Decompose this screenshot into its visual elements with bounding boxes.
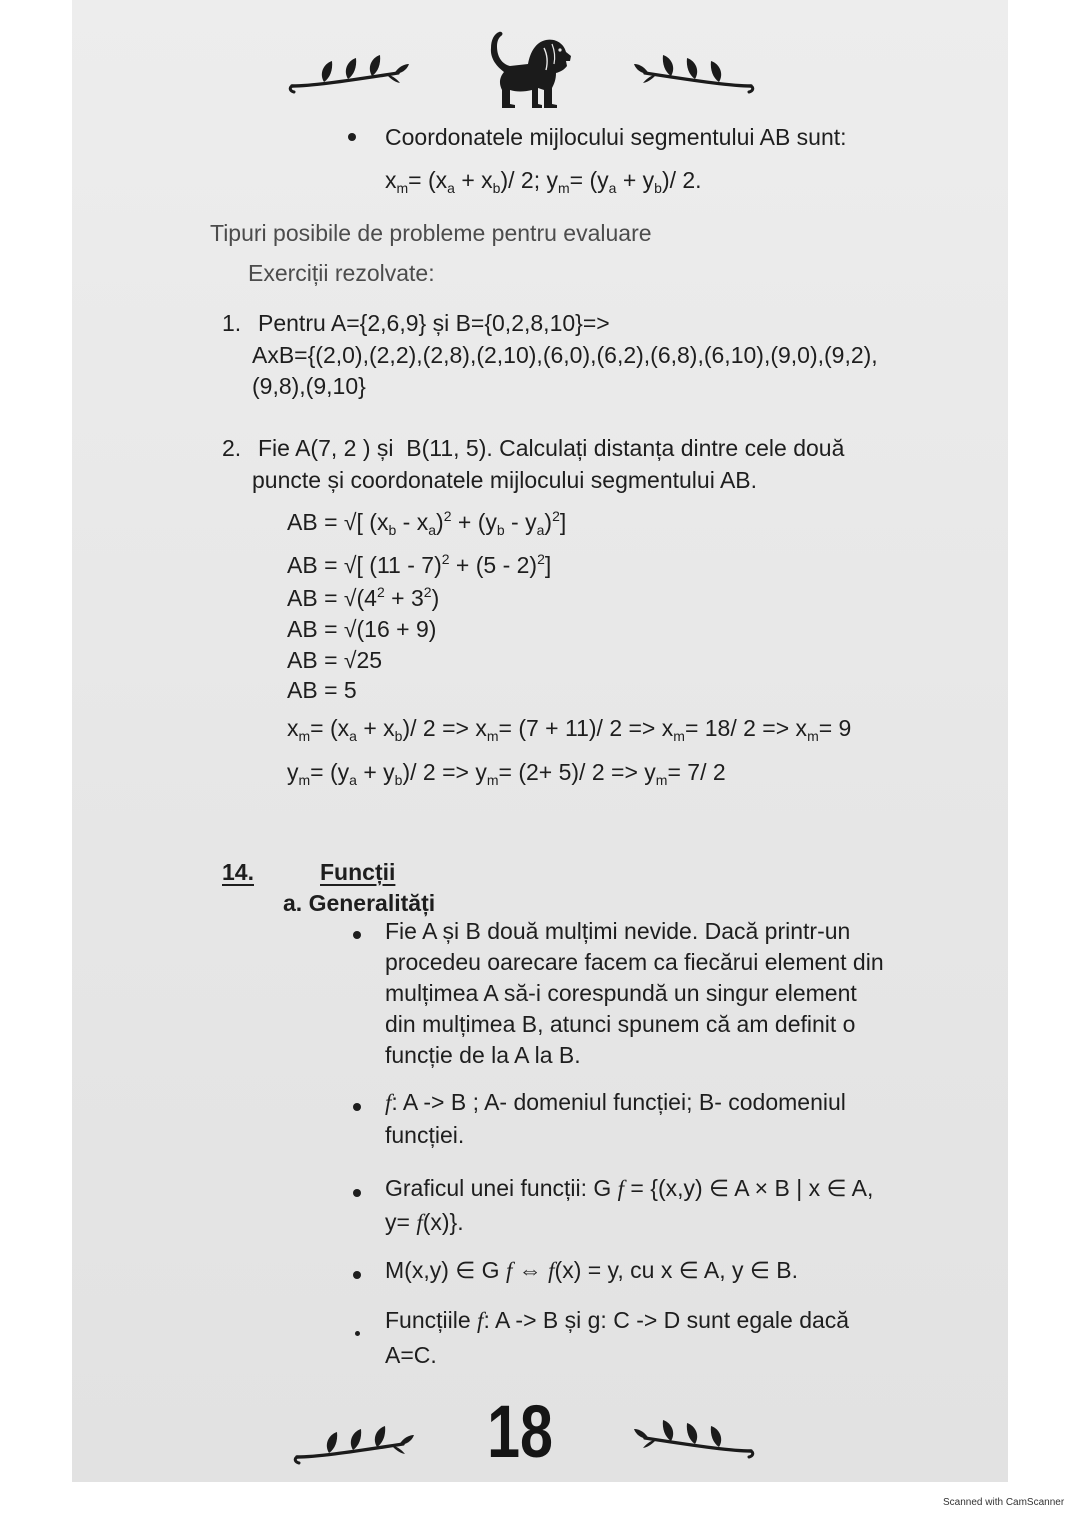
italic-symbol: f xyxy=(416,1210,423,1235)
text-run: )/ 2; y xyxy=(500,167,558,193)
text-run: ] xyxy=(559,509,567,535)
solution-step xyxy=(287,714,851,742)
text-run: + y xyxy=(616,167,655,193)
bullet-line xyxy=(385,1174,873,1203)
page-number: 18 xyxy=(487,1390,553,1473)
subscript: b xyxy=(388,522,397,538)
text-run: + x xyxy=(454,167,493,193)
text-run: ] xyxy=(544,552,552,578)
subscript: a xyxy=(536,522,545,538)
chapter-title: Funcții xyxy=(320,859,396,885)
superscript: 2 xyxy=(423,584,432,600)
solution-step xyxy=(287,508,566,536)
solution-step xyxy=(287,646,382,674)
text-run: + x xyxy=(356,715,395,741)
exercise-line: (9,8),(9,10} xyxy=(252,373,366,399)
superscript: 2 xyxy=(537,551,545,567)
text-run: = (7 + 11)/ 2 => x xyxy=(498,715,674,741)
text-run: = {(x,y) ∈ A × B | x ∈ A, xyxy=(624,1175,874,1201)
bullet-line: procedeu oarecare facem ca fiecărui element din xyxy=(385,949,884,975)
bullet-line xyxy=(385,1088,846,1117)
text-run: ) xyxy=(544,509,553,535)
text-run: = 9 xyxy=(818,715,852,741)
superscript: 2 xyxy=(552,508,560,524)
exercise-line: Fie A(7, 2 ) și B(11, 5). Calculați distanța dintre cele două xyxy=(258,435,845,461)
scanner-watermark: Scanned with CamScanner xyxy=(943,1497,1065,1508)
text-run: : A -> B ; A- domeniul funcției; B- codomeniul xyxy=(391,1089,846,1115)
exercise-line: AxB={(2,0),(2,2),(2,8),(2,10),(6,0),(6,2),(6,8),(6,10),(9,0),(9,2), xyxy=(252,342,878,368)
text-run: = (y xyxy=(310,759,350,785)
subscript: a xyxy=(349,728,357,744)
solution-step xyxy=(287,615,436,643)
text-run: )/ 2 => y xyxy=(402,759,487,785)
exercise-number: 1. xyxy=(222,310,242,336)
text-run: : A -> B și g: C -> D sunt egale dacă xyxy=(483,1307,850,1333)
bullet-line xyxy=(385,1306,849,1335)
subscript: m xyxy=(557,180,570,196)
text-run: = (2+ 5)/ 2 => y xyxy=(498,759,656,785)
italic-symbol: f xyxy=(477,1308,484,1333)
bullet-line: mulțimea A să-i corespundă un singur element xyxy=(385,980,857,1006)
subscript: m xyxy=(486,728,499,744)
text-run: x xyxy=(385,167,397,193)
text-run: + (y xyxy=(451,509,497,535)
text-run: y xyxy=(287,759,299,785)
bullet-line: Fie A și B două mulțimi nevide. Dacă printr-un xyxy=(385,918,851,944)
bullet xyxy=(353,1103,361,1111)
text-run: Funcțiile xyxy=(385,1307,478,1333)
solution-step xyxy=(287,584,439,612)
text-run: - y xyxy=(504,509,537,535)
subscript: a xyxy=(447,180,455,196)
laurel-branch-icon xyxy=(633,50,753,96)
bullet-line: A=C. xyxy=(385,1342,437,1368)
italic-symbol: f xyxy=(617,1176,625,1201)
text-run: AB = √[ (11 - 7) xyxy=(287,552,442,578)
subscript: m xyxy=(807,728,819,744)
bullet-line xyxy=(385,1208,464,1237)
text-run: = (y xyxy=(569,167,609,193)
text-run: M(x,y) ∈ G xyxy=(385,1257,506,1283)
text-run: Graficul unei funcții: G xyxy=(385,1175,618,1201)
bullet xyxy=(348,133,356,141)
bullet-line: funcției. xyxy=(385,1122,465,1148)
text-run: AB = 5 xyxy=(287,677,357,703)
text-run: AB = √25 xyxy=(287,647,383,673)
text-run: (x)}. xyxy=(422,1209,464,1235)
bullet xyxy=(355,1331,360,1336)
subscript: b xyxy=(492,180,501,196)
subscript: a xyxy=(608,180,617,196)
italic-symbol: f xyxy=(505,1258,513,1283)
superscript: 2 xyxy=(443,508,452,524)
solution-step xyxy=(287,758,726,786)
subscript: b xyxy=(394,728,403,744)
subsection-title: a. Generalități xyxy=(283,890,436,916)
text-run: + y xyxy=(356,759,395,785)
text-run: AB = √[ (x xyxy=(287,509,389,535)
bullet xyxy=(353,1271,361,1279)
subscript: b xyxy=(496,522,505,538)
laurel-branch-icon xyxy=(295,1421,415,1467)
text-run: ⇔ xyxy=(512,1257,549,1283)
subscript: a xyxy=(428,522,437,538)
text-run: - x xyxy=(396,509,429,535)
midpoint-formula xyxy=(385,166,702,194)
text-run: y= xyxy=(385,1209,417,1235)
text-run: + (5 - 2) xyxy=(449,552,538,578)
subscript: m xyxy=(486,772,499,788)
italic-symbol: f xyxy=(548,1258,555,1283)
bullet-line: din mulțimea B, atunci spunem că am definit o xyxy=(385,1011,856,1037)
solution-step xyxy=(287,551,551,579)
midpoint-note-text: Coordonatele mijlocului segmentului AB sunt: xyxy=(385,124,847,150)
superscript: 2 xyxy=(376,584,385,600)
lion-icon xyxy=(482,28,572,108)
subscript: m xyxy=(396,180,409,196)
superscript: 2 xyxy=(441,551,450,567)
text-run: ) xyxy=(436,509,444,535)
subscript: m xyxy=(298,772,311,788)
subscript: m xyxy=(673,728,685,744)
bullet xyxy=(353,1189,361,1197)
text-run: AB = √(4 xyxy=(287,585,377,611)
subscript: b xyxy=(394,772,403,788)
laurel-branch-icon xyxy=(633,1415,753,1461)
text-run: ) xyxy=(431,585,440,611)
laurel-branch-icon xyxy=(290,50,410,96)
section-heading: Tipuri posibile de probleme pentru evaluare xyxy=(210,220,652,246)
italic-symbol: f xyxy=(385,1090,392,1115)
text-run: + 3 xyxy=(384,585,424,611)
subscript: m xyxy=(298,728,311,744)
exercise-line: Pentru A={2,6,9} și B={0,2,8,10}=> xyxy=(258,310,610,336)
text-run: x xyxy=(287,715,299,741)
subscript: m xyxy=(655,772,668,788)
subscript: b xyxy=(654,180,662,196)
exercises-subheading: Exerciții rezolvate: xyxy=(248,260,435,286)
subscript: a xyxy=(349,772,357,788)
exercise-number: 2. xyxy=(222,435,242,461)
text-run: )/ 2 => x xyxy=(402,715,487,741)
chapter-number: 14. xyxy=(222,859,254,885)
bullet xyxy=(353,931,361,939)
exercise-line: puncte și coordonatele mijlocului segmentului AB. xyxy=(252,467,758,493)
text-run: = (x xyxy=(408,167,448,193)
solution-step xyxy=(287,676,357,704)
text-run: AB = √(16 + 9) xyxy=(287,616,437,642)
text-run: = 7/ 2 xyxy=(667,759,726,785)
text-run: (x) = y, cu x ∈ A, y ∈ B. xyxy=(554,1257,799,1283)
bullet-line: funcție de la A la B. xyxy=(385,1042,581,1068)
text-run: = (x xyxy=(310,715,350,741)
text-run: = 18/ 2 => x xyxy=(684,715,808,741)
text-run: )/ 2. xyxy=(661,167,702,193)
bullet-line xyxy=(385,1256,798,1285)
